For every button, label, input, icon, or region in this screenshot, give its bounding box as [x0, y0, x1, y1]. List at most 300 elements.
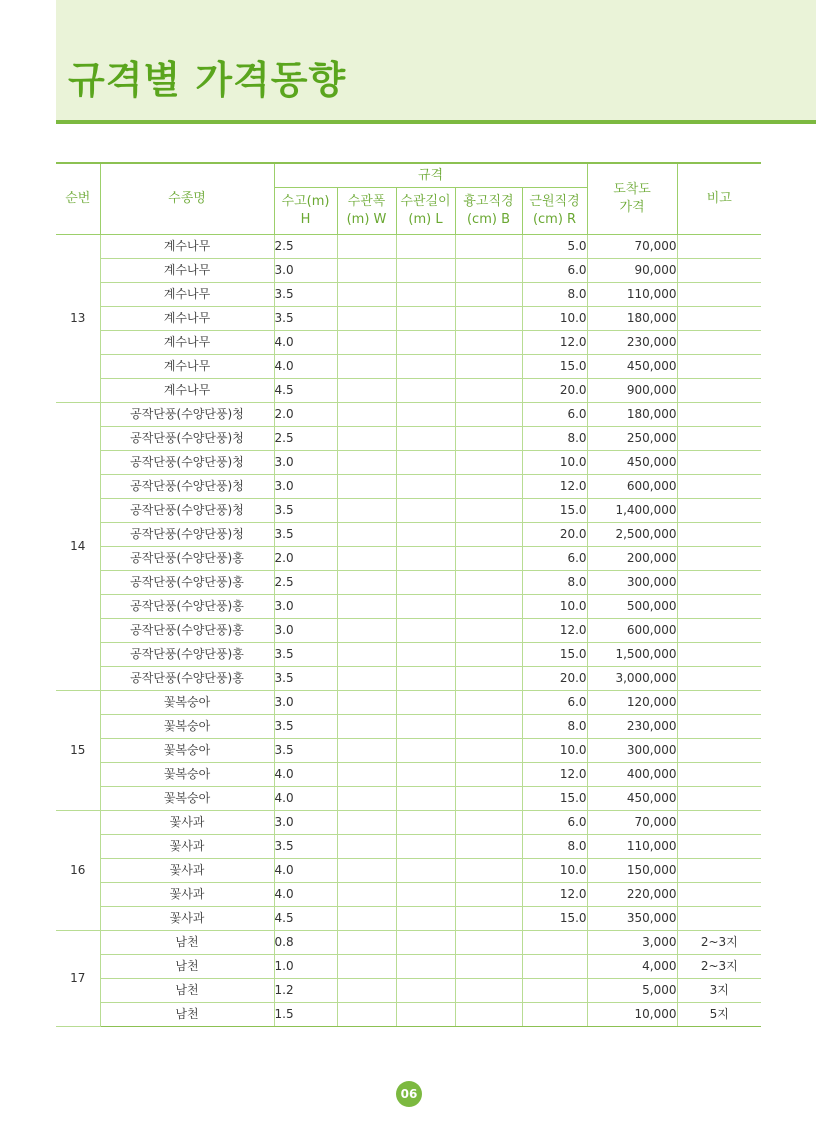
length-cell — [396, 955, 455, 979]
root-cell: 15.0 — [522, 355, 587, 379]
price-cell: 5,000 — [587, 979, 677, 1003]
header-price-line2: 가격 — [619, 200, 645, 215]
table-row — [56, 643, 761, 667]
table-row — [56, 235, 761, 259]
table-row — [56, 427, 761, 451]
length-cell — [396, 1003, 455, 1027]
price-cell: 900,000 — [587, 379, 677, 403]
name-cell: 계수나무 — [100, 307, 274, 331]
length-cell — [396, 475, 455, 499]
breast-cell — [455, 451, 522, 475]
note-cell — [677, 907, 761, 931]
table-row — [56, 259, 761, 283]
breast-cell — [455, 931, 522, 955]
name-cell: 남천 — [100, 955, 274, 979]
length-cell — [396, 283, 455, 307]
table-row — [56, 523, 761, 547]
price-cell: 90,000 — [587, 259, 677, 283]
price-cell: 110,000 — [587, 283, 677, 307]
root-cell: 12.0 — [522, 619, 587, 643]
height-cell: 3.5 — [274, 283, 337, 307]
height-cell: 1.0 — [274, 955, 337, 979]
table-row — [56, 667, 761, 691]
name-cell: 계수나무 — [100, 379, 274, 403]
table-row — [56, 811, 761, 835]
height-cell: 1.2 — [274, 979, 337, 1003]
table-row — [56, 763, 761, 787]
note-cell — [677, 259, 761, 283]
header-length — [396, 188, 455, 235]
name-cell: 공작단풍(수양단풍)홍 — [100, 595, 274, 619]
height-cell: 3.0 — [274, 451, 337, 475]
height-cell: 3.0 — [274, 259, 337, 283]
price-cell: 70,000 — [587, 811, 677, 835]
table-row — [56, 859, 761, 883]
header-root-line1: 근원직경 — [529, 194, 580, 209]
table-body — [56, 235, 761, 1027]
height-cell: 3.0 — [274, 475, 337, 499]
name-cell: 꽃복숭아 — [100, 763, 274, 787]
height-cell: 2.0 — [274, 547, 337, 571]
table-row — [56, 451, 761, 475]
price-cell: 3,000 — [587, 931, 677, 955]
note-cell — [677, 427, 761, 451]
breast-cell — [455, 619, 522, 643]
note-cell — [677, 475, 761, 499]
length-cell — [396, 571, 455, 595]
height-cell: 4.0 — [274, 859, 337, 883]
breast-cell — [455, 739, 522, 763]
note-cell: 5지 — [677, 1003, 761, 1027]
note-cell — [677, 859, 761, 883]
root-cell: 12.0 — [522, 331, 587, 355]
height-cell: 4.0 — [274, 331, 337, 355]
name-cell: 공작단풍(수양단풍)청 — [100, 403, 274, 427]
name-cell: 남천 — [100, 1003, 274, 1027]
header-breast-line1: 흉고직경 — [463, 194, 514, 209]
table-row — [56, 283, 761, 307]
price-cell: 180,000 — [587, 307, 677, 331]
root-cell: 10.0 — [522, 451, 587, 475]
height-cell: 4.0 — [274, 787, 337, 811]
root-cell: 10.0 — [522, 595, 587, 619]
breast-cell — [455, 283, 522, 307]
table-row — [56, 355, 761, 379]
width-cell — [337, 379, 396, 403]
note-cell — [677, 883, 761, 907]
length-cell — [396, 931, 455, 955]
name-cell: 공작단풍(수양단풍)청 — [100, 475, 274, 499]
breast-cell — [455, 547, 522, 571]
height-cell: 4.0 — [274, 883, 337, 907]
length-cell — [396, 787, 455, 811]
height-cell: 3.0 — [274, 811, 337, 835]
note-cell — [677, 331, 761, 355]
name-cell: 꽃사과 — [100, 883, 274, 907]
price-cell: 300,000 — [587, 739, 677, 763]
width-cell — [337, 499, 396, 523]
height-cell: 3.0 — [274, 691, 337, 715]
seq-cell: 15 — [56, 691, 100, 811]
table-row — [56, 979, 761, 1003]
name-cell: 계수나무 — [100, 283, 274, 307]
root-cell: 8.0 — [522, 427, 587, 451]
note-cell — [677, 499, 761, 523]
price-cell: 2,500,000 — [587, 523, 677, 547]
price-cell: 600,000 — [587, 475, 677, 499]
breast-cell — [455, 235, 522, 259]
root-cell: 8.0 — [522, 715, 587, 739]
width-cell — [337, 739, 396, 763]
height-cell: 2.5 — [274, 571, 337, 595]
root-cell — [522, 1003, 587, 1027]
breast-cell — [455, 955, 522, 979]
height-cell: 3.5 — [274, 643, 337, 667]
price-cell: 220,000 — [587, 883, 677, 907]
name-cell: 꽃복숭아 — [100, 715, 274, 739]
price-cell: 450,000 — [587, 355, 677, 379]
height-cell: 2.0 — [274, 403, 337, 427]
note-cell — [677, 787, 761, 811]
note-cell — [677, 619, 761, 643]
length-cell — [396, 835, 455, 859]
breast-cell — [455, 379, 522, 403]
name-cell: 계수나무 — [100, 235, 274, 259]
price-cell: 600,000 — [587, 619, 677, 643]
length-cell — [396, 307, 455, 331]
page-title: 규격별 가격동향 — [68, 58, 347, 102]
seq-cell: 14 — [56, 403, 100, 691]
width-cell — [337, 691, 396, 715]
price-cell: 400,000 — [587, 763, 677, 787]
note-cell — [677, 691, 761, 715]
price-cell: 200,000 — [587, 547, 677, 571]
root-cell: 15.0 — [522, 787, 587, 811]
height-cell: 3.5 — [274, 835, 337, 859]
price-cell: 10,000 — [587, 1003, 677, 1027]
height-cell: 3.5 — [274, 715, 337, 739]
name-cell: 계수나무 — [100, 355, 274, 379]
price-table — [56, 162, 761, 1027]
root-cell — [522, 955, 587, 979]
width-cell — [337, 811, 396, 835]
name-cell: 공작단풍(수양단풍)홍 — [100, 619, 274, 643]
length-cell — [396, 979, 455, 1003]
breast-cell — [455, 787, 522, 811]
header-rule — [56, 120, 816, 124]
table-row — [56, 955, 761, 979]
note-cell — [677, 835, 761, 859]
price-cell: 150,000 — [587, 859, 677, 883]
height-cell: 3.5 — [274, 499, 337, 523]
header-height — [274, 188, 337, 235]
width-cell — [337, 619, 396, 643]
root-cell: 8.0 — [522, 571, 587, 595]
note-cell — [677, 547, 761, 571]
table-row — [56, 475, 761, 499]
breast-cell — [455, 643, 522, 667]
breast-cell — [455, 499, 522, 523]
width-cell — [337, 571, 396, 595]
height-cell: 1.5 — [274, 1003, 337, 1027]
price-cell: 180,000 — [587, 403, 677, 427]
note-cell — [677, 283, 761, 307]
price-cell: 120,000 — [587, 691, 677, 715]
root-cell: 8.0 — [522, 283, 587, 307]
breast-cell — [455, 763, 522, 787]
root-cell: 10.0 — [522, 859, 587, 883]
breast-cell — [455, 523, 522, 547]
note-cell: 3지 — [677, 979, 761, 1003]
name-cell: 꽃복숭아 — [100, 739, 274, 763]
height-cell: 0.8 — [274, 931, 337, 955]
note-cell — [677, 235, 761, 259]
length-cell — [396, 403, 455, 427]
length-cell — [396, 715, 455, 739]
height-cell: 3.5 — [274, 523, 337, 547]
root-cell: 15.0 — [522, 643, 587, 667]
table-row — [56, 403, 761, 427]
table-row — [56, 883, 761, 907]
name-cell: 꽃사과 — [100, 907, 274, 931]
length-cell — [396, 811, 455, 835]
width-cell — [337, 883, 396, 907]
root-cell: 20.0 — [522, 523, 587, 547]
width-cell — [337, 907, 396, 931]
table-row — [56, 691, 761, 715]
length-cell — [396, 691, 455, 715]
name-cell: 공작단풍(수양단풍)청 — [100, 499, 274, 523]
name-cell: 공작단풍(수양단풍)홍 — [100, 571, 274, 595]
width-cell — [337, 235, 396, 259]
price-cell: 230,000 — [587, 331, 677, 355]
width-cell — [337, 667, 396, 691]
width-cell — [337, 307, 396, 331]
width-cell — [337, 451, 396, 475]
root-cell — [522, 931, 587, 955]
note-cell — [677, 811, 761, 835]
header-height-line1: 수고(m) — [281, 194, 330, 209]
breast-cell — [455, 715, 522, 739]
name-cell: 남천 — [100, 979, 274, 1003]
price-cell: 350,000 — [587, 907, 677, 931]
root-cell — [522, 979, 587, 1003]
price-cell: 1,500,000 — [587, 643, 677, 667]
name-cell: 꽃사과 — [100, 811, 274, 835]
breast-cell — [455, 403, 522, 427]
length-cell — [396, 667, 455, 691]
header-length-line2: (m) L — [408, 212, 443, 227]
price-cell: 3,000,000 — [587, 667, 677, 691]
table-row — [56, 307, 761, 331]
length-cell — [396, 883, 455, 907]
seq-cell: 16 — [56, 811, 100, 931]
name-cell: 계수나무 — [100, 331, 274, 355]
table-row — [56, 499, 761, 523]
length-cell — [396, 451, 455, 475]
height-cell: 4.0 — [274, 355, 337, 379]
table-row — [56, 619, 761, 643]
root-cell: 10.0 — [522, 739, 587, 763]
root-cell: 6.0 — [522, 259, 587, 283]
note-cell — [677, 739, 761, 763]
breast-cell — [455, 595, 522, 619]
note-cell — [677, 667, 761, 691]
price-cell: 70,000 — [587, 235, 677, 259]
seq-cell: 17 — [56, 931, 100, 1027]
header-breast-line2: (cm) B — [466, 212, 510, 227]
header-price — [587, 163, 677, 235]
breast-cell — [455, 979, 522, 1003]
root-cell: 6.0 — [522, 403, 587, 427]
breast-cell — [455, 691, 522, 715]
length-cell — [396, 595, 455, 619]
breast-cell — [455, 667, 522, 691]
width-cell — [337, 355, 396, 379]
length-cell — [396, 859, 455, 883]
breast-cell — [455, 859, 522, 883]
header-root-line2: (cm) R — [532, 212, 577, 227]
length-cell — [396, 739, 455, 763]
width-cell — [337, 331, 396, 355]
table-row — [56, 715, 761, 739]
price-cell: 450,000 — [587, 451, 677, 475]
price-cell: 500,000 — [587, 595, 677, 619]
root-cell: 12.0 — [522, 763, 587, 787]
table-row — [56, 835, 761, 859]
root-cell: 12.0 — [522, 475, 587, 499]
table-row — [56, 931, 761, 955]
note-cell — [677, 643, 761, 667]
price-cell: 4,000 — [587, 955, 677, 979]
note-cell: 2~3지 — [677, 955, 761, 979]
width-cell — [337, 835, 396, 859]
width-cell — [337, 715, 396, 739]
width-cell — [337, 547, 396, 571]
header-seq: 순번 — [56, 163, 100, 235]
width-cell — [337, 643, 396, 667]
length-cell — [396, 427, 455, 451]
price-cell: 450,000 — [587, 787, 677, 811]
breast-cell — [455, 355, 522, 379]
price-cell: 230,000 — [587, 715, 677, 739]
breast-cell — [455, 1003, 522, 1027]
header-spec: 규격 — [274, 163, 587, 188]
width-cell — [337, 859, 396, 883]
root-cell: 20.0 — [522, 379, 587, 403]
table-row — [56, 331, 761, 355]
root-cell: 6.0 — [522, 547, 587, 571]
price-cell: 250,000 — [587, 427, 677, 451]
table-row — [56, 595, 761, 619]
width-cell — [337, 403, 396, 427]
name-cell: 꽃사과 — [100, 835, 274, 859]
root-cell: 15.0 — [522, 499, 587, 523]
price-cell: 110,000 — [587, 835, 677, 859]
name-cell: 공작단풍(수양단풍)청 — [100, 451, 274, 475]
root-cell: 15.0 — [522, 907, 587, 931]
name-cell: 공작단풍(수양단풍)홍 — [100, 643, 274, 667]
height-cell: 4.5 — [274, 907, 337, 931]
length-cell — [396, 619, 455, 643]
price-cell: 300,000 — [587, 571, 677, 595]
breast-cell — [455, 427, 522, 451]
name-cell: 꽃복숭아 — [100, 691, 274, 715]
width-cell — [337, 787, 396, 811]
root-cell: 10.0 — [522, 307, 587, 331]
length-cell — [396, 763, 455, 787]
header-price-line1: 도착도 — [613, 182, 651, 197]
note-cell — [677, 763, 761, 787]
width-cell — [337, 931, 396, 955]
width-cell — [337, 259, 396, 283]
length-cell — [396, 355, 455, 379]
length-cell — [396, 259, 455, 283]
table-header — [56, 163, 761, 235]
price-cell: 1,400,000 — [587, 499, 677, 523]
name-cell: 남천 — [100, 931, 274, 955]
table-row — [56, 547, 761, 571]
root-cell: 20.0 — [522, 667, 587, 691]
header-name: 수종명 — [100, 163, 274, 235]
page-number: 06 — [396, 1081, 422, 1107]
header-width-line1: 수관폭 — [347, 194, 386, 209]
header-width-line2: (m) W — [346, 212, 387, 227]
root-cell: 5.0 — [522, 235, 587, 259]
breast-cell — [455, 307, 522, 331]
header-height-line2: H — [300, 212, 311, 227]
height-cell: 3.0 — [274, 619, 337, 643]
root-cell: 8.0 — [522, 835, 587, 859]
width-cell — [337, 1003, 396, 1027]
table-row — [56, 379, 761, 403]
header-length-line1: 수관길이 — [400, 194, 451, 209]
height-cell: 3.0 — [274, 595, 337, 619]
length-cell — [396, 907, 455, 931]
table-row — [56, 907, 761, 931]
name-cell: 공작단풍(수양단풍)홍 — [100, 667, 274, 691]
height-cell: 2.5 — [274, 427, 337, 451]
seq-cell: 13 — [56, 235, 100, 403]
width-cell — [337, 955, 396, 979]
header-note: 비고 — [677, 163, 761, 235]
table-row — [56, 1003, 761, 1027]
height-cell: 3.5 — [274, 739, 337, 763]
header-root — [522, 188, 587, 235]
length-cell — [396, 235, 455, 259]
width-cell — [337, 763, 396, 787]
height-cell: 3.5 — [274, 667, 337, 691]
note-cell — [677, 403, 761, 427]
length-cell — [396, 499, 455, 523]
note-cell — [677, 379, 761, 403]
length-cell — [396, 379, 455, 403]
height-cell: 4.5 — [274, 379, 337, 403]
width-cell — [337, 283, 396, 307]
breast-cell — [455, 475, 522, 499]
length-cell — [396, 523, 455, 547]
length-cell — [396, 331, 455, 355]
root-cell: 6.0 — [522, 811, 587, 835]
length-cell — [396, 547, 455, 571]
width-cell — [337, 595, 396, 619]
breast-cell — [455, 835, 522, 859]
note-cell — [677, 523, 761, 547]
breast-cell — [455, 259, 522, 283]
root-cell: 12.0 — [522, 883, 587, 907]
name-cell: 공작단풍(수양단풍)홍 — [100, 547, 274, 571]
breast-cell — [455, 811, 522, 835]
